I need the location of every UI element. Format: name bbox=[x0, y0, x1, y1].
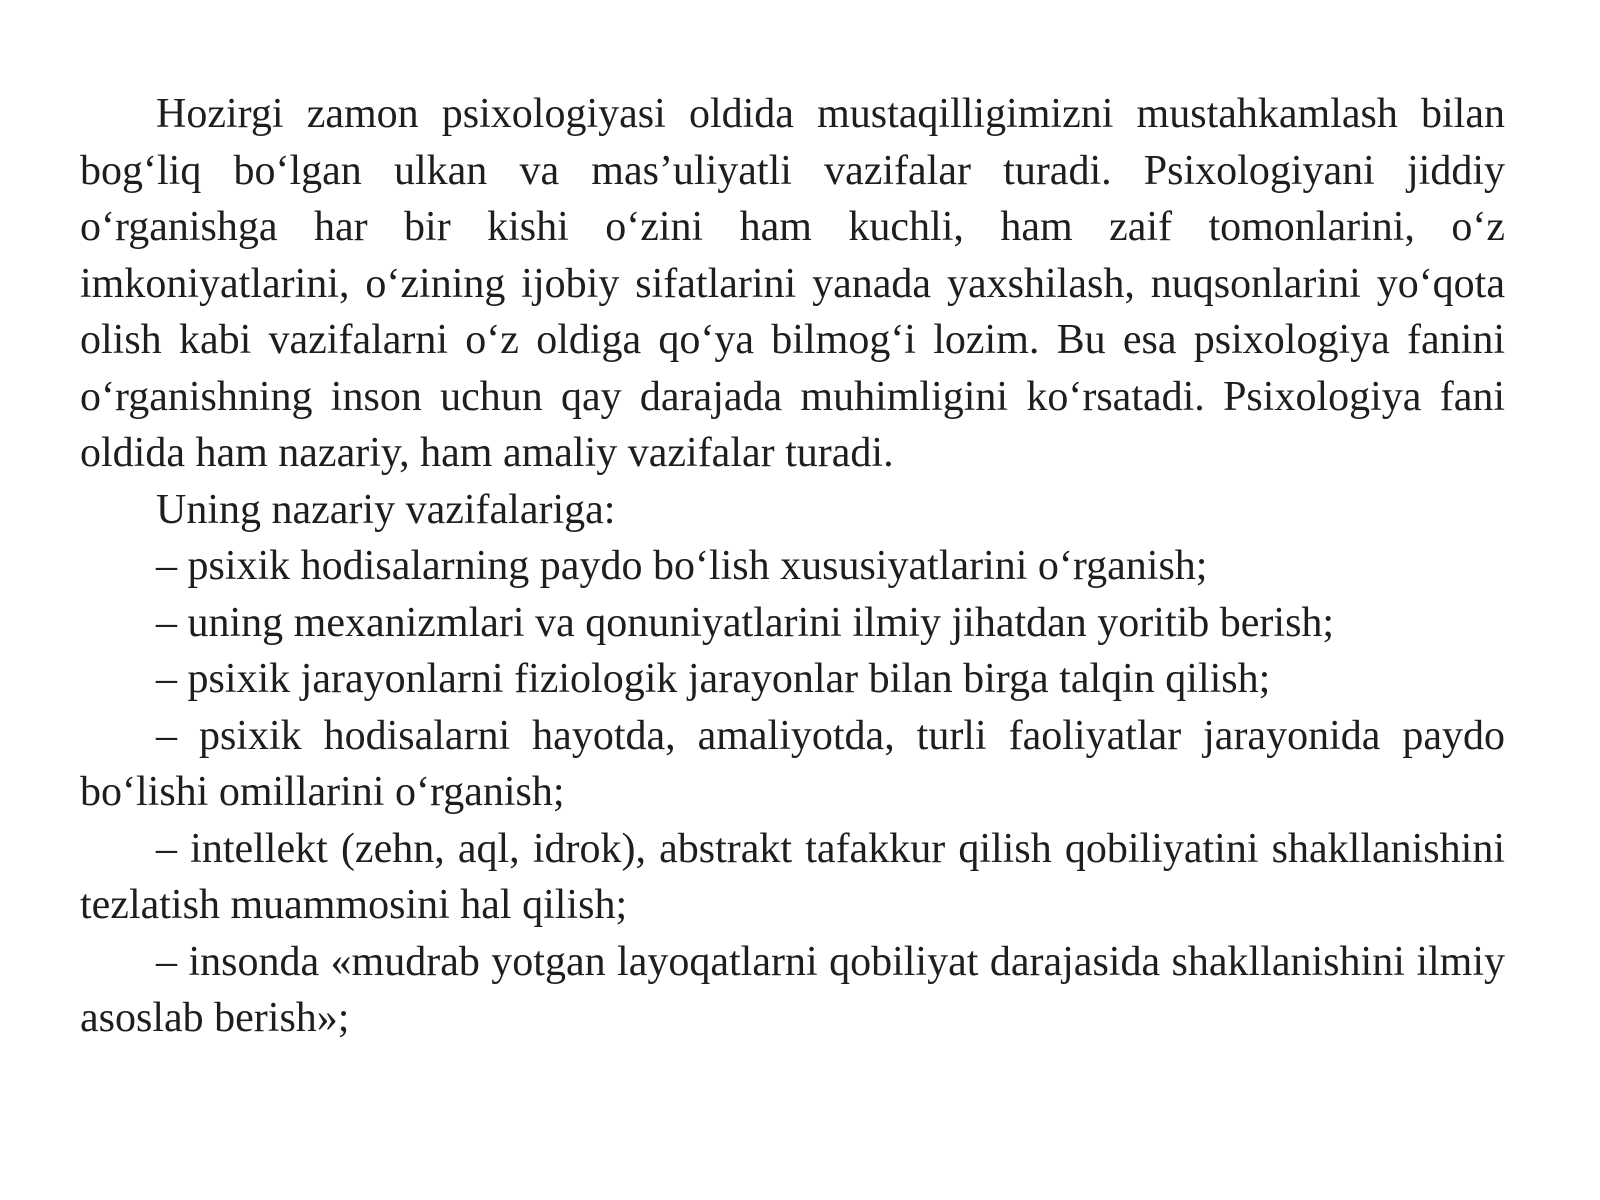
list-heading: Uning nazariy vazifalariga: bbox=[156, 486, 616, 533]
intro-paragraph: Hozirgi zamon psixologiyasi oldida mustaqilligimizni mustahkamlash bilan bog‘liq bo‘lgan ulkan va mas’uliyatli vazifalar turadi. Psixologiyani jiddiy o‘rganishga har bir kishi o‘zini ham kuchli, ham zaif tomonlarini, o‘z imkoniyatlarini, o‘zining ijobiy sifatlarini yanada yaxshilash, nuqsonlarini yo‘qota olish kabi vazifalarni o‘z oldiga qo‘ya bilmog‘i lozim. Bu esa psixologiya fanini o‘rganishning inson uchun qay darajada muhimligini ko‘rsatadi. Psixologiya fani oldida ham nazariy, ham amaliy vazifalar turadi. bbox=[80, 91, 1505, 476]
list-item: – insonda «mudrab yotgan layoqatlarni qobiliyat darajasida shakllanishini ilmiy asoslab berish»; bbox=[80, 938, 1505, 1041]
list-item: – uning mexanizmlari va qonuniyatlarini ilmiy jihatdan yoritib berish; bbox=[156, 599, 1335, 646]
list-item: – psixik hodisalarni hayotda, amaliyotda, turli faoliyatlar jarayonida paydo bo‘lishi omillarini o‘rganish; bbox=[80, 712, 1505, 815]
list-item: – intellekt (zehn, aql, idrok), abstrakt tafakkur qilish qobiliyatini shakllanishini tezlatish muammosini hal qilish; bbox=[80, 825, 1505, 928]
document-page bbox=[80, 86, 1505, 1047]
list-item: – psixik jarayonlarni fiziologik jarayonlar bilan birga talqin qilish; bbox=[156, 656, 1271, 702]
list-item: – psixik hodisalarning paydo bo‘lish xususiyatlarini o‘rganish; bbox=[156, 543, 1208, 589]
